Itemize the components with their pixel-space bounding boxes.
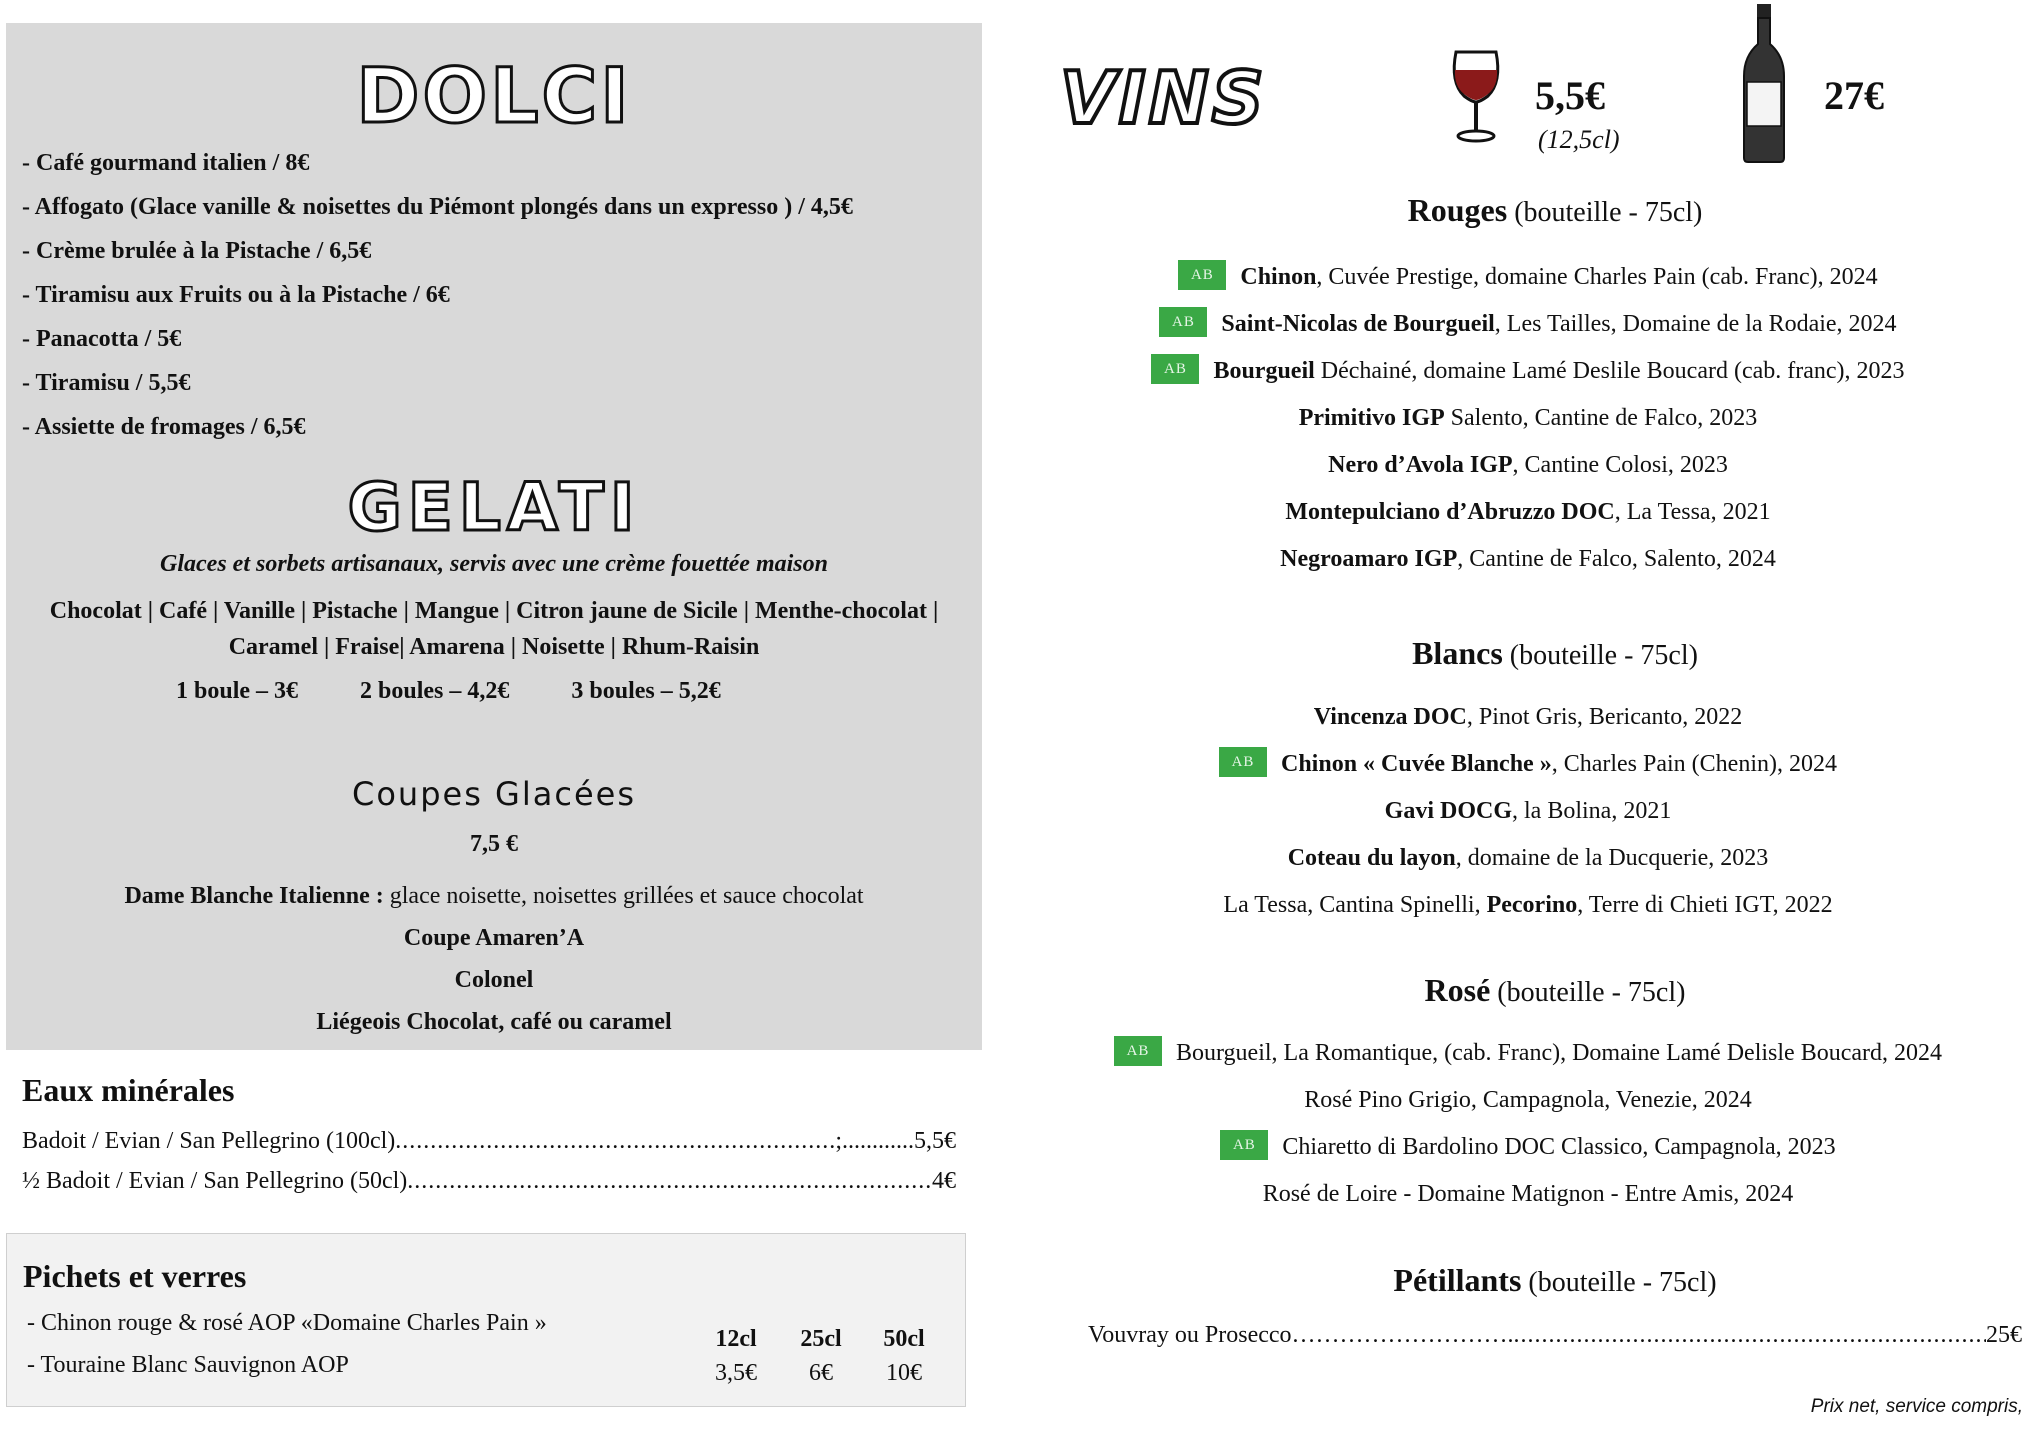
- gelati-price: 3 boules – 5,2€: [571, 678, 721, 704]
- wine-text: Rosé Pino Grigio, Campagnola, Venezie, 2024: [1304, 1087, 1752, 1113]
- pichet-size-header: 25cl: [800, 1326, 842, 1352]
- organic-leaf-icon: AB: [1114, 1036, 1162, 1066]
- organic-leaf-icon: AB: [1151, 354, 1199, 384]
- blancs-heading: [1040, 635, 2031, 672]
- coupes-price: 7,5 €: [470, 831, 518, 857]
- wine-item: [1036, 694, 2020, 741]
- dolci-title: DOLCI: [356, 51, 632, 140]
- wine-name: Vincenza DOC: [1313, 704, 1467, 730]
- coupes-list: [6, 875, 982, 1043]
- wine-item: [1036, 835, 2020, 882]
- dolci-item: - Panacotta / 5€: [22, 326, 182, 352]
- eaux-title: Eaux minérales: [22, 1072, 235, 1108]
- wine-detail: , Pinot Gris, Bericanto, 2022: [1466, 704, 1743, 730]
- glass-price: 5,5€: [1535, 73, 1605, 118]
- wine-item: [1036, 882, 2020, 929]
- wine-item: [1036, 254, 2020, 301]
- wine-detail: , Cantine Colosi, 2023: [1512, 452, 1728, 478]
- dolci-item: - Tiramisu / 5,5€: [22, 370, 191, 396]
- coupe-name: Dame Blanche Italienne :: [124, 883, 384, 909]
- wine-detail: Salento, Cantine de Falco, 2023: [1444, 405, 1758, 431]
- wine-item: [1036, 1171, 2020, 1218]
- vins-title: VINS: [1060, 56, 1267, 140]
- wine-name: Primitivo IGP: [1298, 405, 1445, 431]
- wine-item: [1036, 1077, 2020, 1124]
- pichet-size-header: 50cl: [883, 1326, 925, 1352]
- wine-bottle-icon: [1742, 2, 1786, 164]
- gelati-price: 2 boules – 4,2€: [360, 678, 510, 704]
- wine-item: [1036, 442, 2020, 489]
- gelati-price: 1 boule – 3€: [176, 678, 299, 704]
- dolci-panel: [6, 23, 982, 1050]
- dolci-item: - Assiette de fromages / 6,5€: [22, 414, 306, 440]
- gelati-subtitle: Glaces et sorbets artisanaux, servis avec une crème fouettée maison: [160, 551, 828, 577]
- rouges-subtitle: (bouteille - 75cl): [1507, 197, 1703, 228]
- coupe-name: Colonel: [454, 967, 534, 993]
- wine-name: Nero d’Avola IGP: [1328, 452, 1513, 478]
- wine-detail: Déchainé, domaine Lamé Deslile Boucard (cab. franc), 2023: [1314, 358, 1905, 384]
- wine-detail: , La Tessa, 2021: [1614, 499, 1771, 525]
- coupe-name: Coupe Amaren’A: [403, 925, 585, 951]
- wine-item: [1036, 489, 2020, 536]
- gelati-title: GELATI: [347, 469, 641, 546]
- petillants-subtitle: (bouteille - 75cl): [1521, 1267, 1717, 1298]
- leader-dots: [1514, 1322, 1986, 1349]
- rose-subtitle: (bouteille - 75cl): [1490, 977, 1686, 1008]
- pichet-item: - Touraine Blanc Sauvignon AOP: [27, 1352, 349, 1378]
- rose-heading: [1040, 972, 2031, 1009]
- pichets-title: Pichets et verres: [23, 1258, 247, 1294]
- wine-item: [1036, 788, 2020, 835]
- dolci-item: - Crème brulée à la Pistache / 6,5€: [22, 238, 372, 264]
- wine-name: Chinon « Cuvée Blanche »: [1281, 751, 1552, 777]
- pichet-price: 10€: [886, 1360, 922, 1386]
- petillants-title: Pétillants: [1393, 1262, 1522, 1298]
- rouges-title: Rouges: [1407, 192, 1508, 228]
- organic-leaf-icon: AB: [1159, 307, 1207, 337]
- organic-leaf-icon: AB: [1178, 260, 1226, 290]
- dolci-item: - Affogato (Glace vanille & noisettes du Piémont plongés dans un expresso ) / 4,5€: [22, 194, 853, 220]
- wine-item: [1036, 395, 2020, 442]
- coupe-item: [6, 1001, 982, 1043]
- leader-dots: [407, 1168, 932, 1195]
- wine-detail: , Les Tailles, Domaine de la Rodaie, 2024: [1494, 311, 1897, 337]
- wine-detail: , Charles Pain (Chenin), 2024: [1551, 751, 1837, 777]
- wine-text: Bourgueil, La Romantique, (cab. Franc), Domaine Lamé Delisle Boucard, 2024: [1175, 1040, 1942, 1066]
- eaux-item: [22, 1168, 956, 1195]
- wine-name: Montepulciano d’Abruzzo DOC: [1285, 499, 1615, 525]
- wine-detail: , Terre di Chieti IGT, 2022: [1577, 892, 1833, 918]
- wine-name: Gavi DOCG: [1384, 798, 1512, 824]
- leader-dots: [395, 1128, 835, 1155]
- wine-glass-icon: [1448, 48, 1504, 144]
- rose-list: [1036, 1030, 2020, 1218]
- wine-name: Bourgueil: [1213, 358, 1315, 384]
- wine-prefix: La Tessa, Cantina Spinelli,: [1223, 892, 1487, 918]
- pichets-panel: [6, 1233, 966, 1407]
- wine-item: [1036, 348, 2020, 395]
- gelati-flavors: Chocolat | Café | Vanille | Pistache | Mangue | Citron jaune de Sicile | Menthe-chocolat | Caramel | Fraise| Amarena | Noisette | Rhum-Raisin: [49, 598, 939, 660]
- wine-name: Pecorino: [1486, 892, 1578, 918]
- wine-item: [1036, 1124, 2020, 1171]
- coupes-title: Coupes Glacées: [352, 775, 636, 813]
- coupe-item: [6, 917, 982, 959]
- wine-detail: , Cantine de Falco, Salento, 2024: [1457, 546, 1776, 572]
- petillants-heading: [1040, 1262, 2031, 1299]
- wine-name: Negroamaro IGP: [1280, 546, 1458, 572]
- wine-detail: , domaine de la Ducquerie, 2023: [1455, 845, 1769, 871]
- eaux-label: ½ Badoit / Evian / San Pellegrino (50cl): [22, 1168, 408, 1194]
- wine-text: Rosé de Loire - Domaine Matignon - Entre Amis, 2024: [1262, 1181, 1794, 1207]
- organic-leaf-icon: AB: [1220, 1130, 1268, 1160]
- gelati-prices: [176, 678, 876, 705]
- rouges-heading: [1040, 192, 2031, 229]
- dolci-item: - Tiramisu aux Fruits ou à la Pistache / 6€: [22, 282, 450, 308]
- wine-item: [1036, 536, 2020, 583]
- eaux-price: 4€: [932, 1168, 956, 1194]
- wine-item: [1036, 741, 2020, 788]
- eaux-label: Badoit / Evian / San Pellegrino (100cl): [22, 1128, 396, 1154]
- eaux-price: ;............5,5€: [835, 1128, 956, 1154]
- bottle-price: 27€: [1824, 73, 1884, 118]
- pichet-item: - Chinon rouge & rosé AOP «Domaine Charles Pain »: [27, 1310, 547, 1336]
- wine-name: Coteau du layon: [1287, 845, 1456, 871]
- glass-volume: (12,5cl): [1538, 125, 1620, 154]
- blancs-list: [1036, 694, 2020, 929]
- organic-leaf-icon: AB: [1219, 747, 1267, 777]
- pichet-price: 6€: [809, 1360, 833, 1386]
- eaux-item: [22, 1128, 956, 1155]
- coupe-desc: glace noisette, noisettes grillées et sauce chocolat: [383, 883, 864, 909]
- rose-title: Rosé: [1424, 972, 1491, 1008]
- wine-name: Saint-Nicolas de Bourgueil: [1221, 311, 1495, 337]
- dolci-list: [22, 141, 853, 449]
- pichet-size-header: 12cl: [715, 1326, 757, 1352]
- coupe-item: [6, 959, 982, 1001]
- wine-item: [1036, 1030, 2020, 1077]
- coupe-item: [6, 875, 982, 917]
- petillants-label: Vouvray ou Prosecco……………………….: [1088, 1322, 1514, 1348]
- wine-detail: , la Bolina, 2021: [1512, 798, 1672, 824]
- rouges-list: [1036, 254, 2020, 583]
- petillants-price: 25€: [1986, 1322, 2022, 1348]
- dolci-item: - Café gourmand italien / 8€: [22, 150, 310, 176]
- petillants-item: [1088, 1322, 2022, 1349]
- price-note: Prix net, service compris,: [1810, 1396, 2023, 1417]
- wine-text: Chiaretto di Bardolino DOC Classico, Campagnola, 2023: [1282, 1134, 1836, 1160]
- blancs-title: Blancs: [1412, 635, 1503, 671]
- pichet-price: 3,5€: [715, 1360, 757, 1386]
- wine-name: Chinon: [1240, 264, 1317, 290]
- wine-item: [1036, 301, 2020, 348]
- coupe-name: Liégeois Chocolat, café ou caramel: [316, 1009, 672, 1035]
- wine-detail: , Cuvée Prestige, domaine Charles Pain (cab. Franc), 2024: [1316, 264, 1878, 290]
- blancs-subtitle: (bouteille - 75cl): [1502, 640, 1698, 671]
